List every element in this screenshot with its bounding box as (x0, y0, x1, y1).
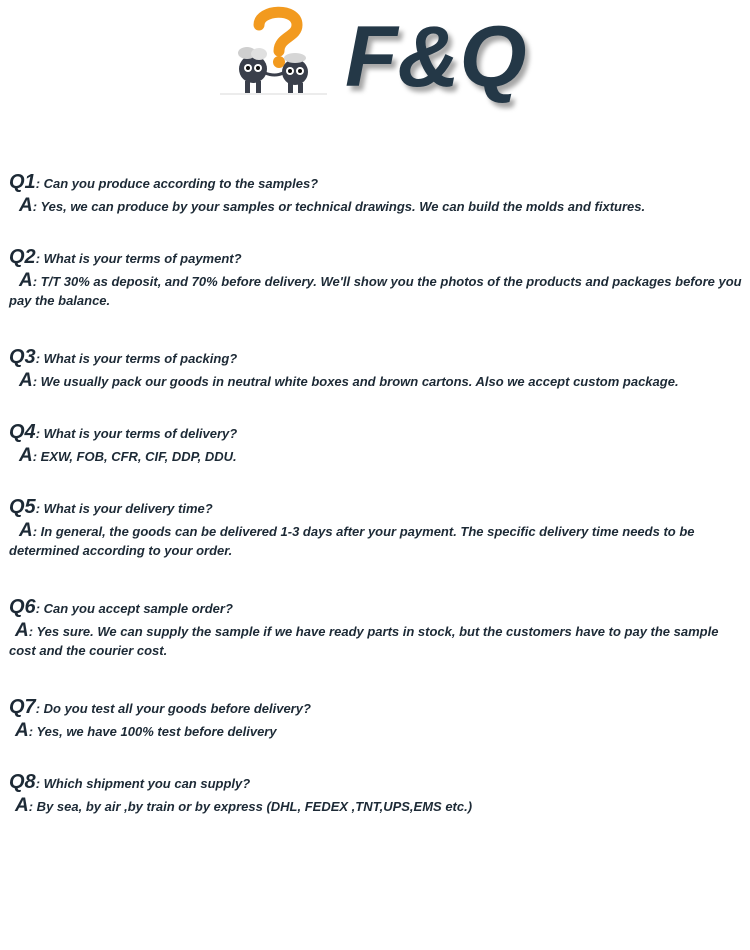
faq-question-3 (9, 346, 237, 369)
question-label: Q3 (9, 346, 36, 368)
question-text: : Can you produce according to the samples? (35, 176, 319, 191)
faq-answer-6 (9, 621, 747, 660)
answer-text: : We usually pack our goods in neutral white boxes and brown cartons. Also we accept custom package. (32, 374, 679, 389)
question-text: : What is your delivery time? (35, 501, 213, 516)
faq-question-4 (9, 421, 237, 444)
question-label: Q2 (9, 246, 36, 268)
question-text: : What is your terms of payment? (35, 251, 242, 266)
question-text: : Can you accept sample order? (35, 601, 233, 616)
faq-question-1 (9, 171, 318, 194)
answer-text: : In general, the goods can be delivered 1-3 days after your payment. The specific delivery time needs to be determined according to your order. (9, 524, 695, 558)
question-mascots-icon (215, 5, 335, 105)
answer-label: A (19, 445, 33, 466)
question-text: : What is your terms of packing? (35, 351, 238, 366)
question-text: : Which shipment you can supply? (35, 776, 251, 791)
answer-text: : By sea, by air ,by train or by express (DHL, FEDEX ,TNT,UPS,EMS etc.) (28, 799, 473, 814)
question-label: Q1 (9, 171, 36, 193)
faq-answer-5 (9, 521, 747, 560)
question-label: Q8 (9, 771, 36, 793)
page-title: F&Q (345, 9, 527, 105)
answer-label: A (15, 620, 29, 641)
question-label: Q6 (9, 596, 36, 618)
faq-answer-8 (9, 796, 747, 816)
question-text: : What is your terms of delivery? (35, 426, 238, 441)
faq-answer-1 (9, 196, 747, 216)
faq-answer-7 (9, 721, 747, 741)
question-label: Q7 (9, 696, 36, 718)
question-label: Q5 (9, 496, 36, 518)
faq-question-7 (9, 696, 311, 719)
faq-question-6 (9, 596, 233, 619)
answer-text: : EXW, FOB, CFR, CIF, DDP, DDU. (32, 449, 237, 464)
question-text: : Do you test all your goods before delivery? (35, 701, 311, 716)
question-label: Q4 (9, 421, 36, 443)
faq-answer-2 (9, 271, 747, 310)
answer-text: : T/T 30% as deposit, and 70% before delivery. We'll show you the photos of the products and packages before you pay the balance. (9, 274, 742, 308)
answer-text: : Yes, we can produce by your samples or technical drawings. We can build the molds and fixtures. (32, 199, 646, 214)
faq-answer-4 (9, 446, 747, 466)
page-header (0, 0, 750, 120)
faq-question-2 (9, 246, 242, 269)
answer-label: A (19, 370, 33, 391)
answer-label: A (19, 195, 33, 216)
faq-question-8 (9, 771, 250, 794)
answer-label: A (19, 270, 33, 291)
answer-text: : Yes sure. We can supply the sample if we have ready parts in stock, but the customers have to pay the sample cost and the courier cost. (9, 624, 719, 658)
answer-label: A (15, 795, 29, 816)
answer-label: A (19, 520, 33, 541)
answer-text: : Yes, we have 100% test before delivery (28, 724, 277, 739)
answer-label: A (15, 720, 29, 741)
faq-question-5 (9, 496, 213, 519)
faq-answer-3 (9, 371, 747, 391)
